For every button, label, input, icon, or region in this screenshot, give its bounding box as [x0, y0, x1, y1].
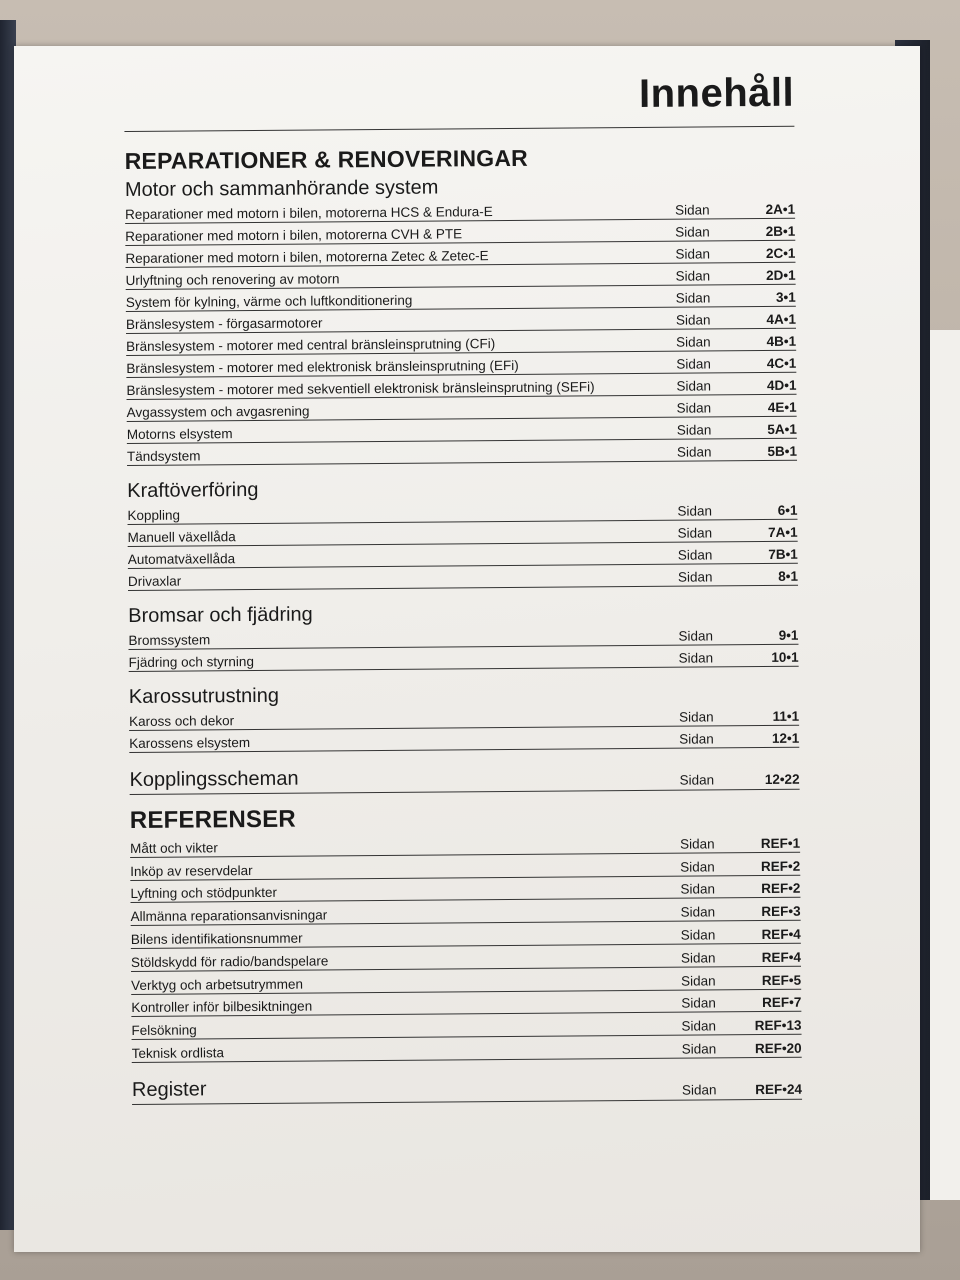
references-list: [130, 830, 802, 1063]
entry-page: 4C•1: [766, 355, 797, 371]
entry-page: 3•1: [775, 289, 796, 305]
entry-page: REF•7: [762, 995, 802, 1011]
toc-section: [127, 475, 798, 591]
entry-sidan: Sidan: [675, 268, 711, 284]
entry-label: Allmänna reparationsanvisningar: [130, 907, 328, 925]
entry-page: 12•1: [771, 730, 800, 746]
entry-sidan: Sidan: [678, 709, 714, 725]
entry-label: Manuell växellåda: [127, 529, 236, 545]
entry-page: 5A•1: [767, 421, 797, 437]
entry-page: REF•24: [755, 1081, 803, 1098]
entry-sidan: Sidan: [677, 547, 713, 563]
section-heading: Kraftöverföring: [127, 478, 259, 502]
references-heading: REFERENSER: [129, 805, 296, 834]
page-title: Innehåll: [124, 71, 794, 132]
entry-label: Stöldskydd för radio/bandspelare: [130, 953, 329, 970]
entry-sidan: Sidan: [676, 356, 711, 372]
entry-page: REF•13: [754, 1017, 802, 1034]
entry-label: Kaross och dekor: [129, 713, 235, 729]
entry-label: Bromssystem: [128, 632, 211, 648]
entry-page: 4D•1: [766, 377, 797, 393]
entry-sidan: Sidan: [677, 503, 713, 519]
entry-sidan: Sidan: [675, 202, 710, 218]
toc-entry: [127, 439, 797, 466]
entry-label: System för kylning, värme och luftkonditionering: [125, 292, 413, 310]
entry-label: Koppling: [127, 507, 181, 523]
entry-label: Bilens identifikationsnummer: [130, 930, 303, 947]
entry-page: REF•4: [761, 926, 801, 943]
entry-label: Bränslesystem - förgasarmotorer: [125, 315, 323, 332]
entry-label: Kopplingsscheman: [129, 767, 299, 791]
toc-entry-wiring: [129, 758, 799, 795]
entry-label: Register: [131, 1078, 207, 1101]
entry-label: Karossens elsystem: [129, 735, 251, 751]
entry-label: Motorns elsystem: [126, 426, 233, 442]
entry-label: Fjädring och styrning: [128, 653, 254, 670]
toc-section: [125, 174, 797, 466]
entry-page: REF•1: [760, 835, 801, 851]
entry-sidan: Sidan: [676, 400, 712, 416]
entry-label: Reparationer med motorn i bilen, motorerna Zetec & Zetec-E: [125, 248, 489, 266]
entry-label: Teknisk ordlista: [131, 1045, 225, 1061]
entry-label: Reparationer med motorn i bilen, motorerna CVH & PTE: [125, 226, 463, 244]
entry-label: Tändsystem: [126, 448, 201, 464]
entry-sidan: Sidan: [678, 650, 714, 666]
entry-label: Reparationer med motorn i bilen, motorerna HCS & Endura-E: [125, 204, 493, 222]
entry-sidan: Sidan: [676, 334, 711, 350]
entry-sidan: Sidan: [680, 904, 716, 920]
toc-section: [129, 681, 800, 753]
toc-section: [128, 600, 799, 672]
entry-sidan: Sidan: [675, 246, 711, 262]
section-heading: Motor och sammanhörande system: [124, 176, 439, 201]
entry-label: Verktyg och arbetsutrymmen: [131, 976, 304, 993]
entry-page: 8•1: [778, 568, 799, 584]
entry-label: Bränslesystem - motorer med central bränsleinsprutning (CFi): [126, 336, 496, 354]
entry-sidan: Sidan: [676, 378, 712, 394]
entry-sidan: Sidan: [681, 1082, 717, 1098]
entry-page: 2C•1: [765, 245, 796, 261]
entry-sidan: Sidan: [679, 731, 714, 747]
entry-label: Felsökning: [131, 1022, 197, 1039]
entry-label: Lyftning och stödpunkter: [130, 885, 278, 902]
toc-entry: [129, 726, 799, 753]
entry-page: 2D•1: [766, 267, 796, 283]
entry-sidan: Sidan: [679, 836, 715, 852]
entry-page: REF•3: [761, 903, 801, 920]
entry-page: 11•1: [772, 708, 800, 724]
entry-label: Mått och vikter: [130, 840, 218, 856]
entry-sidan: Sidan: [676, 444, 712, 460]
entry-sidan: Sidan: [681, 972, 716, 989]
entry-sidan: Sidan: [680, 858, 715, 875]
entry-sidan: Sidan: [680, 950, 716, 966]
entry-label: Avgassystem och avgasrening: [126, 403, 310, 420]
entry-page: 12•22: [764, 771, 800, 787]
entry-sidan: Sidan: [679, 772, 715, 788]
entry-page: REF•2: [761, 881, 801, 897]
toc-entry: [128, 564, 798, 591]
book-page: [14, 46, 920, 1252]
entry-label: Bränslesystem - motorer med sekventiell elektronisk bränsleinsprutning (SEFi): [126, 379, 595, 398]
entry-label: Drivaxlar: [127, 573, 182, 589]
entry-page: 2A•1: [765, 201, 796, 217]
entry-page: 10•1: [771, 649, 799, 665]
entry-page: REF•2: [760, 858, 801, 874]
entry-sidan: Sidan: [681, 1041, 717, 1057]
entry-page: 5B•1: [767, 443, 798, 459]
toc-entry: [132, 1035, 802, 1063]
entry-page: REF•4: [761, 949, 801, 965]
entry-sidan: Sidan: [678, 628, 714, 644]
entry-page: 6•1: [777, 502, 798, 518]
table-of-contents: [124, 71, 802, 1105]
entry-page: REF•20: [754, 1040, 802, 1057]
entry-page: 4B•1: [766, 333, 797, 349]
entry-page: 2B•1: [765, 223, 796, 239]
entry-sidan: Sidan: [675, 224, 710, 240]
entry-label: Automatväxellåda: [127, 551, 236, 567]
entry-sidan: Sidan: [680, 927, 716, 943]
entry-page: 4A•1: [766, 311, 796, 327]
entry-label: Bränslesystem - motorer med elektronisk bränsleinsprutning (EFi): [126, 357, 519, 376]
toc-entry: [129, 645, 799, 672]
repair-sections: [125, 174, 799, 753]
entry-sidan: Sidan: [680, 881, 715, 898]
entry-page: 7A•1: [768, 524, 798, 540]
section-heading: Bromsar och fjädring: [128, 603, 313, 627]
toc-entry-register: [132, 1068, 802, 1105]
entry-sidan: Sidan: [677, 569, 713, 585]
entry-page: 7B•1: [768, 546, 798, 562]
entry-sidan: Sidan: [675, 290, 711, 306]
entry-sidan: Sidan: [681, 995, 716, 1012]
entry-label: Kontroller inför bilbesiktningen: [131, 998, 313, 1016]
section-heading: Karossutrustning: [128, 684, 280, 708]
entry-sidan: Sidan: [676, 422, 712, 438]
entry-sidan: Sidan: [677, 525, 713, 541]
entry-page: REF•5: [761, 972, 802, 988]
entry-label: Inköp av reservdelar: [130, 862, 253, 879]
entry-page: 4E•1: [767, 399, 797, 415]
repairs-heading: REPARATIONER & RENOVERINGAR: [124, 144, 529, 174]
entry-sidan: Sidan: [681, 1018, 717, 1034]
entry-label: Urlyftning och renovering av motorn: [125, 271, 340, 288]
entry-sidan: Sidan: [675, 312, 711, 328]
entry-page: 9•1: [778, 627, 799, 643]
